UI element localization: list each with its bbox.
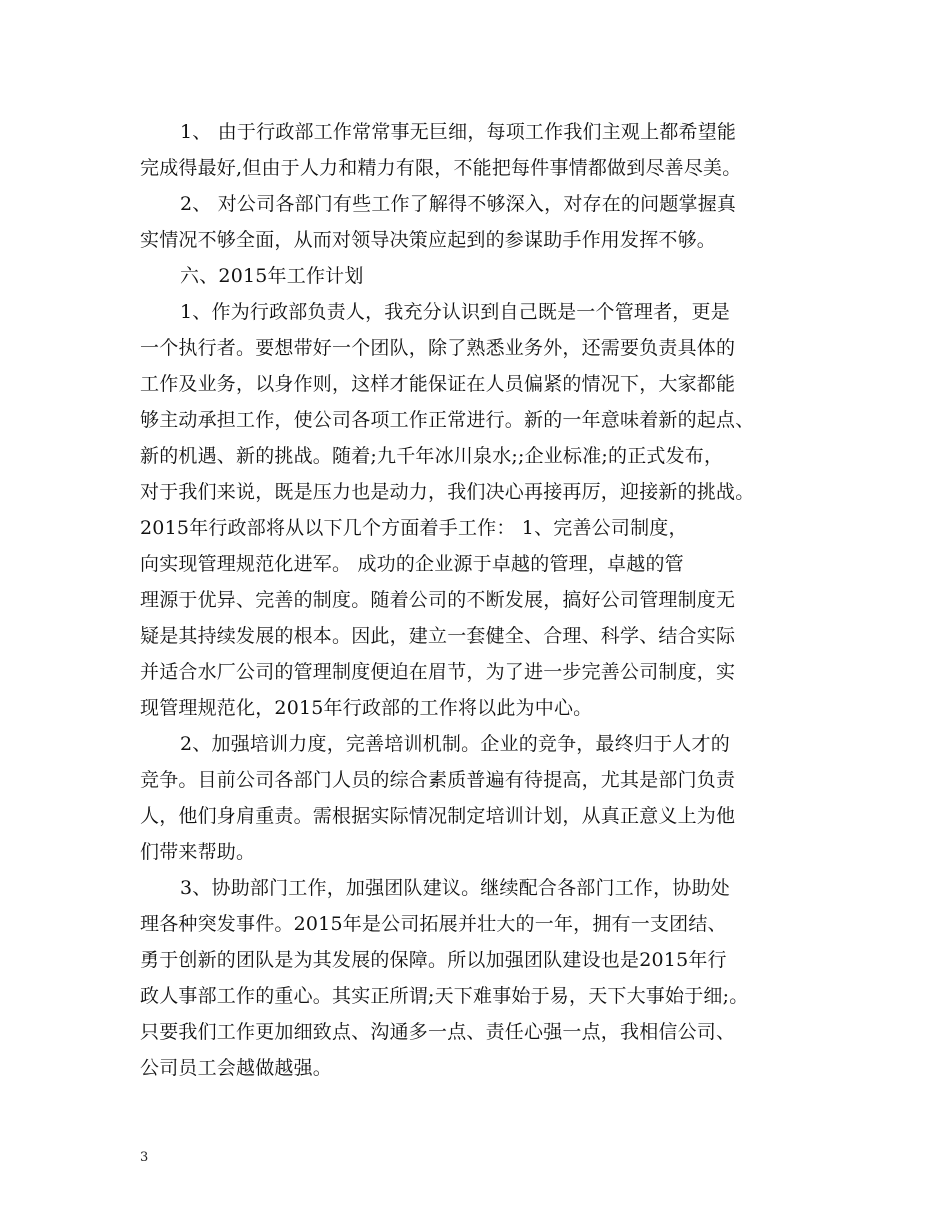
paragraph-line: 公司员工会越做越强。: [140, 1057, 333, 1079]
paragraph-line: 现管理规范化，2015年行政部的工作将以此为中心。: [140, 697, 593, 719]
paragraph-line: 完成得最好,但由于人力和精力有限，不能把每件事情都做到尽善尽美。: [140, 157, 742, 179]
paragraph-line: 1、 由于行政部工作常常事无巨细，每项工作我们主观上都希望能: [180, 121, 737, 143]
paragraph-line: 对于我们来说，既是压力也是动力，我们决心再接再厉，迎接新的挑战。: [140, 481, 755, 503]
page-number: 3: [140, 1150, 149, 1165]
paragraph-line: 政人事部工作的重心。其实正所谓;天下难事始于易，天下大事始于细;。: [140, 985, 749, 1007]
paragraph-line: 2、加强培训力度，完善培训机制。企业的竞争，最终归于人才的: [180, 733, 730, 755]
paragraph-line: 够主动承担工作，使公司各项工作正常进行。新的一年意味着新的起点、: [140, 409, 755, 431]
paragraph-line: 工作及业务，以身作则，这样才能保证在人员偏紧的情况下，大家都能: [140, 373, 736, 395]
paragraph-line: 理各种突发事件。2015年是公司拓展并壮大的一年，拥有一支团结、: [140, 913, 727, 935]
paragraph-line: 理源于优异、完善的制度。随着公司的不断发展，搞好公司管理制度无: [140, 589, 736, 611]
paragraph-line: 并适合水厂公司的管理制度便迫在眉节，为了进一步完善公司制度，实: [140, 661, 736, 683]
paragraph-line: 们带来帮助。: [140, 841, 256, 863]
paragraph-line: 人，他们身肩重责。需根据实际情况制定培训计划，从真正意义上为他: [140, 805, 736, 827]
paragraph-line: 只要我们工作更加细致点、沟通多一点、责任心强一点，我相信公司、: [140, 1021, 736, 1043]
paragraph-line: 2015年行政部将从以下几个方面着手工作： 1、完善公司制度，: [140, 517, 688, 539]
paragraph-line: 实情况不够全面，从而对领导决策应起到的参谋助手作用发挥不够。: [140, 229, 717, 251]
paragraph-line: 勇于创新的团队是为其发展的保障。所以加强团队建设也是2015年行: [140, 949, 727, 971]
paragraph-line: 竞争。目前公司各部门人员的综合素质普遍有待提高，尤其是部门负责: [140, 769, 736, 791]
paragraph-line: 疑是其持续发展的根本。因此，建立一套健全、合理、科学、结合实际: [140, 625, 736, 647]
document-body: [140, 114, 826, 1086]
paragraph-line: 3、协助部门工作，加强团队建议。继续配合各部门工作，协助处: [180, 877, 730, 899]
paragraph-line: 新的机遇、新的挑战。随着;九千年冰川泉水;;企业标准;的正式发布，: [140, 445, 724, 467]
paragraph-line: 一个执行者。要想带好一个团队，除了熟悉业务外，还需要负责具体的: [140, 337, 736, 359]
paragraph-line: 1、作为行政部负责人，我充分认识到自己既是一个管理者，更是: [180, 301, 730, 323]
paragraph-line: 2、 对公司各部门有些工作了解得不够深入，对存在的问题掌握真: [180, 193, 737, 215]
paragraph-line: 向实现管理规范化进军。 成功的企业源于卓越的管理，卓越的管: [140, 553, 684, 575]
section-heading: 六、2015年工作计划: [180, 265, 364, 287]
